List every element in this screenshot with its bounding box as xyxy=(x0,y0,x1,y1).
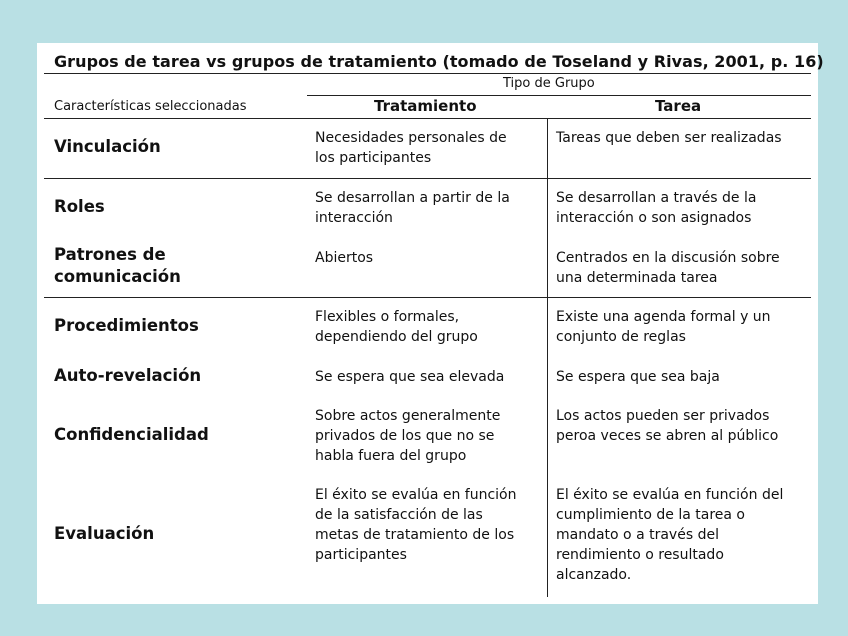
cell-task-auto-revelacion: Se espera que sea baja xyxy=(556,369,720,385)
cell-treatment-auto-revelacion: Se espera que sea elevada xyxy=(315,369,505,385)
section-rule-2 xyxy=(44,297,811,298)
slide-content xyxy=(37,43,824,604)
row-label-procedimientos: Procedimientos xyxy=(54,316,199,335)
group-type-rule xyxy=(307,95,811,96)
section-rule-1 xyxy=(44,178,811,179)
treatment-column-header: Tratamiento xyxy=(374,97,477,115)
cell-treatment-evaluacion: El éxito se evalúa en función de la satisfacción de las metas de tratamiento de los participantes xyxy=(315,487,517,563)
row-label-patrones: Patrones de comunicación xyxy=(54,245,181,286)
row-label-auto-revelacion: Auto-revelación xyxy=(54,366,202,385)
cell-task-confidencialidad: Los actos pueden ser privados peroa veces se abren al público xyxy=(556,408,779,444)
group-type-header: Tipo de Grupo xyxy=(503,76,595,91)
cell-task-vinculacion: Tareas que deben ser realizadas xyxy=(556,130,782,146)
characteristics-header: Características seleccionadas xyxy=(54,99,247,114)
cell-task-evaluacion: El éxito se evalúa en función del cumplimiento de la tarea o mandato o a través del rendimiento o resultado alcanzado. xyxy=(556,487,784,583)
cell-treatment-roles: Se desarrollan a partir de la interacción xyxy=(315,190,510,226)
cell-treatment-patrones: Abiertos xyxy=(315,250,374,266)
cell-treatment-confidencialidad: Sobre actos generalmente privados de los que no se habla fuera del grupo xyxy=(315,408,501,464)
cell-treatment-procedimientos: Flexibles o formales, dependiendo del grupo xyxy=(315,309,478,345)
table-title: Grupos de tarea vs grupos de tratamiento (tomado de Toseland y Rivas, 2001, p. 16) xyxy=(54,52,824,71)
row-label-confidencialidad: Confidencialidad xyxy=(54,425,209,444)
column-divider xyxy=(547,118,548,597)
cell-treatment-vinculacion: Necesidades personales de los participantes xyxy=(315,130,507,166)
row-label-vinculacion: Vinculación xyxy=(54,137,161,156)
task-column-header: Tarea xyxy=(655,97,702,115)
row-label-evaluacion: Evaluación xyxy=(54,524,155,543)
header-rule xyxy=(44,118,811,119)
title-rule xyxy=(44,73,811,74)
cell-task-procedimientos: Existe una agenda formal y un conjunto de reglas xyxy=(556,309,771,345)
row-label-roles: Roles xyxy=(54,197,105,216)
cell-task-roles: Se desarrollan a través de la interacción o son asignados xyxy=(556,190,757,226)
cell-task-patrones: Centrados en la discusión sobre una determinada tarea xyxy=(556,250,780,286)
